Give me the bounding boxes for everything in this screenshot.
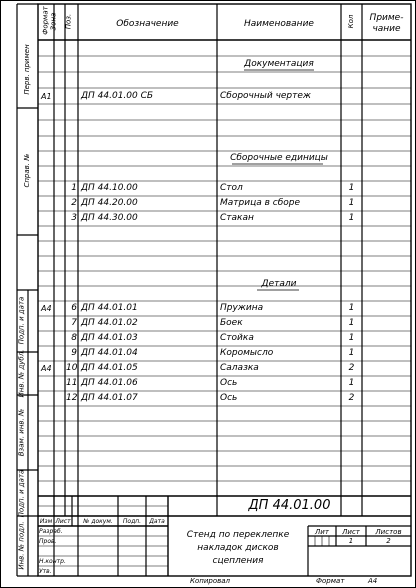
row-designation: ДП 44.01.06 <box>81 378 138 388</box>
row-qty: 1 <box>348 303 355 313</box>
row-designation: ДП 44.01.05 <box>81 363 138 373</box>
row-name: Салазка <box>220 363 259 373</box>
value-sheet: 1 <box>348 537 354 545</box>
row-pos: 1 <box>71 183 77 193</box>
row-format: А1 <box>41 92 52 101</box>
row-designation: ДП 44.30.00 <box>81 213 138 223</box>
header-qty: Кол <box>347 14 355 29</box>
row-format: А4 <box>41 304 52 313</box>
row-name: Стойка <box>220 333 254 343</box>
row-name: Пружина <box>220 303 264 313</box>
row-name: Коромысло <box>220 348 274 358</box>
side-label-sprav-no: Справ. № <box>23 153 31 188</box>
label-lit: Лит <box>315 528 329 536</box>
col-list: Лист <box>55 518 71 525</box>
row-pos: 10 <box>66 363 78 373</box>
section-documentation: Документация <box>244 59 314 69</box>
label-sheet: Лист <box>342 528 360 536</box>
row-qty: 2 <box>348 393 355 403</box>
section-assemblies: Сборочные единицы <box>230 153 328 163</box>
col-izm: Изм <box>39 518 53 525</box>
title-line-3: сцепления <box>212 556 264 566</box>
row-designation: ДП 44.10.00 <box>81 183 138 193</box>
side-label-podp-data-1: Подп. и дата <box>17 296 26 345</box>
row-designation: ДП 44.01.07 <box>81 393 138 403</box>
row-designation: ДП 44.01.00 СБ <box>81 91 154 101</box>
row-pos: 2 <box>71 198 77 208</box>
header-note-1: Приме- <box>369 13 404 23</box>
row-name: Боек <box>220 318 243 328</box>
row-qty: 1 <box>348 198 355 208</box>
row-name: Стакан <box>220 213 254 223</box>
label-sheets: Листов <box>375 528 402 536</box>
header-designation: Обозначение <box>116 19 179 29</box>
col-sign: Подп. <box>122 518 142 525</box>
row-qty: 2 <box>348 363 355 373</box>
side-label-inv-dubl: Инв. № дубл. <box>17 349 26 398</box>
row-name: Матрица в сборе <box>220 198 301 208</box>
row-qty: 1 <box>348 183 355 193</box>
header-note-2: чание <box>372 24 401 34</box>
row-designation: ДП 44.01.01 <box>81 303 138 313</box>
side-label-vzam-inv: Взам. инв. № <box>17 408 26 457</box>
row-name: Ось <box>220 393 238 403</box>
row-qty: 1 <box>348 213 355 223</box>
row-qty: 1 <box>348 378 355 388</box>
row-format: А4 <box>41 364 52 373</box>
header-pos: Поз. <box>64 13 73 30</box>
section-parts: Детали <box>261 279 297 289</box>
row-pos: 11 <box>66 378 78 388</box>
col-doc: № докум. <box>83 518 113 525</box>
footer-format-value: А4 <box>368 577 378 585</box>
title-block-doc-number: ДП 44.01.00 <box>248 498 331 513</box>
row-pos: 12 <box>66 393 78 403</box>
label-razrab: Разраб. <box>39 528 63 535</box>
side-label-inv-podl: Инв. № подл. <box>17 521 26 570</box>
row-pos: 6 <box>71 303 77 313</box>
row-designation: ДП 44.01.02 <box>81 318 138 328</box>
header-name: Наименование <box>244 19 314 29</box>
footer-format-label: Формат <box>316 577 345 585</box>
row-qty: 1 <box>348 318 355 328</box>
label-utv: Утв. <box>39 568 52 575</box>
row-designation: ДП 44.20.00 <box>81 198 138 208</box>
title-line-1: Стенд по переклепке <box>186 530 290 540</box>
row-pos: 7 <box>71 318 77 328</box>
row-name: Стол <box>220 183 243 193</box>
row-pos: 9 <box>71 348 77 358</box>
row-qty: 1 <box>348 333 355 343</box>
row-pos: 8 <box>71 333 77 343</box>
label-prov: Пров. <box>39 538 57 545</box>
value-sheets: 2 <box>386 537 391 545</box>
row-designation: ДП 44.01.04 <box>81 348 138 358</box>
row-designation: ДП 44.01.03 <box>81 333 138 343</box>
label-n-kontr: Н.контр. <box>39 558 66 565</box>
footer-copied: Копировал <box>190 577 230 585</box>
row-qty: 1 <box>348 348 355 358</box>
header-zone: Зона <box>49 12 58 31</box>
side-label-podp-data-2: Подп. и дата <box>17 469 26 518</box>
row-name: Ось <box>220 378 238 388</box>
side-label-perv-primen: Перв. примен <box>23 44 31 95</box>
row-pos: 3 <box>71 213 77 223</box>
col-date: Дата <box>149 518 165 525</box>
header-format: Формат <box>41 6 50 35</box>
title-line-2: накладок дисков <box>197 543 279 553</box>
row-name: Сборочный чертеж <box>220 91 312 101</box>
